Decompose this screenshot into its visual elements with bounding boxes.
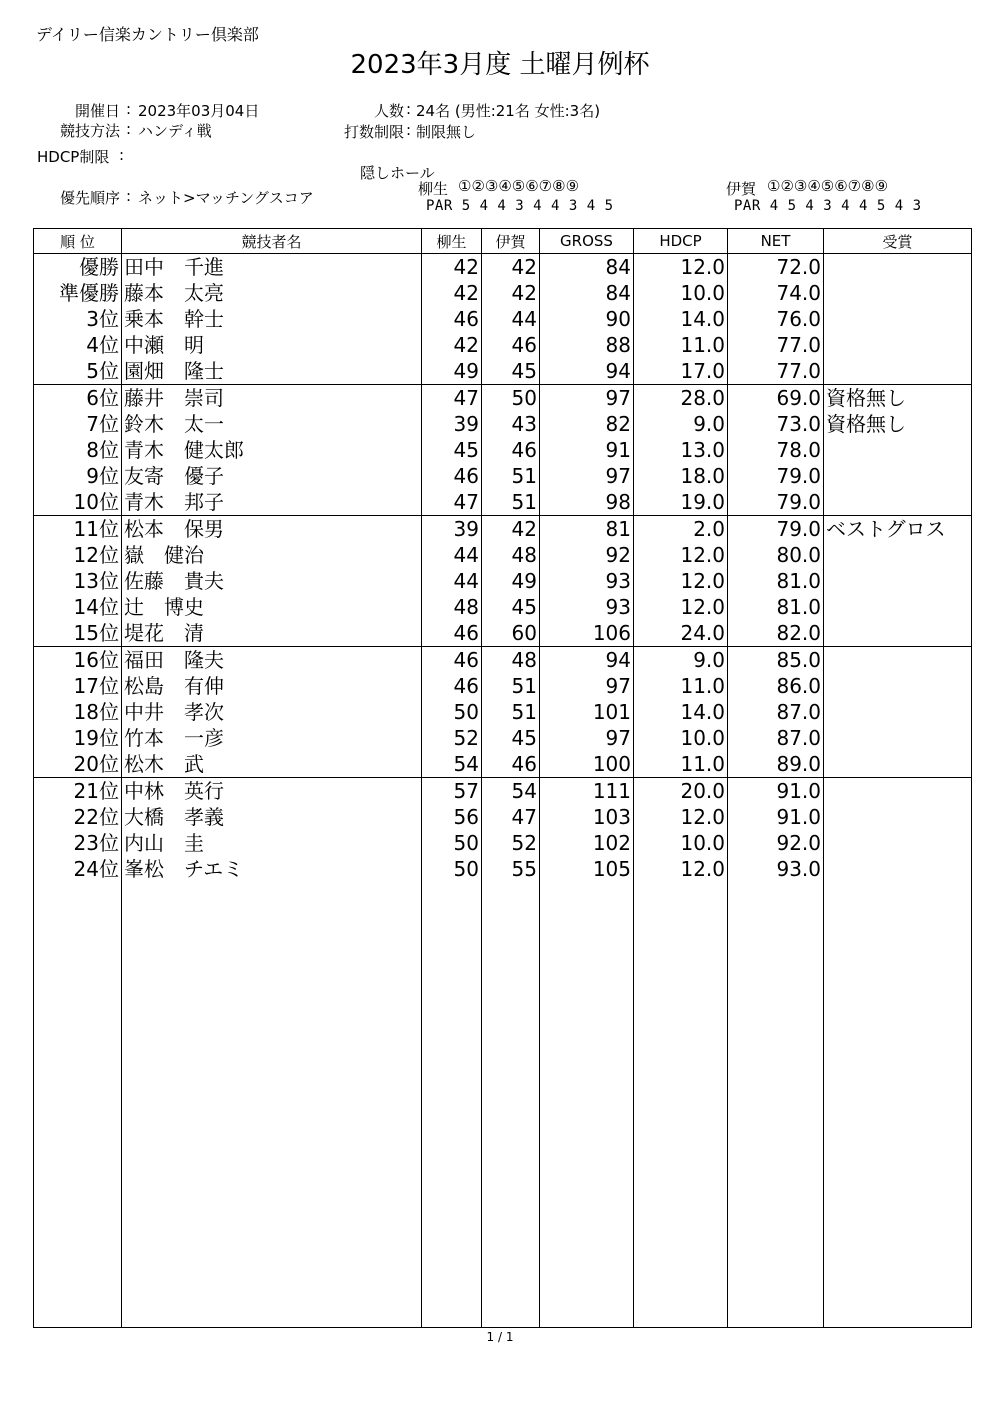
priority-sep: : bbox=[126, 187, 132, 205]
gross-cell: 102 bbox=[540, 830, 634, 856]
rank-cell: 14位 bbox=[34, 594, 122, 620]
hdcp-cell: 9.0 bbox=[634, 647, 728, 674]
award-cell bbox=[824, 594, 972, 620]
table-row bbox=[34, 332, 972, 358]
net-cell: 89.0 bbox=[728, 751, 824, 778]
header-net: NET bbox=[728, 229, 824, 254]
net-cell: 77.0 bbox=[728, 358, 824, 385]
rank-cell: 17位 bbox=[34, 673, 122, 699]
table-row bbox=[34, 673, 972, 699]
course1-score-cell: 52 bbox=[422, 725, 482, 751]
gross-cell: 94 bbox=[540, 647, 634, 674]
empty-cell bbox=[422, 882, 482, 1328]
method-sep: : bbox=[126, 120, 132, 138]
net-cell: 87.0 bbox=[728, 699, 824, 725]
limit-value: 制限無し bbox=[416, 123, 477, 141]
empty-cell bbox=[34, 882, 122, 1328]
course2-score-cell: 45 bbox=[482, 358, 540, 385]
table-row bbox=[34, 594, 972, 620]
award-cell bbox=[824, 254, 972, 281]
rank-cell: 18位 bbox=[34, 699, 122, 725]
award-cell bbox=[824, 332, 972, 358]
hdcp-cell: 28.0 bbox=[634, 385, 728, 412]
hdcp-cell: 13.0 bbox=[634, 437, 728, 463]
gross-cell: 93 bbox=[540, 594, 634, 620]
net-cell: 85.0 bbox=[728, 647, 824, 674]
gross-cell: 103 bbox=[540, 804, 634, 830]
table-row bbox=[34, 647, 972, 674]
hdcp-cell: 12.0 bbox=[634, 254, 728, 281]
table-row bbox=[34, 306, 972, 332]
page-title: 2023年3月度 土曜月例杯 bbox=[350, 50, 650, 80]
table-row bbox=[34, 804, 972, 830]
gross-cell: 101 bbox=[540, 699, 634, 725]
hdcp-cell: 12.0 bbox=[634, 542, 728, 568]
course1-name: 柳生 bbox=[418, 180, 449, 198]
hdcp-cell: 17.0 bbox=[634, 358, 728, 385]
net-cell: 93.0 bbox=[728, 856, 824, 882]
name-cell: 友寄 優子 bbox=[122, 463, 422, 489]
name-cell: 嶽 健治 bbox=[122, 542, 422, 568]
rank-cell: 優勝 bbox=[34, 254, 122, 281]
header-hdcp: HDCP bbox=[634, 229, 728, 254]
date-label: 開催日 bbox=[74, 102, 120, 120]
course2-score-cell: 52 bbox=[482, 830, 540, 856]
award-cell bbox=[824, 673, 972, 699]
table-row bbox=[34, 542, 972, 568]
course1-score-cell: 42 bbox=[422, 332, 482, 358]
gross-cell: 97 bbox=[540, 463, 634, 489]
gross-cell: 105 bbox=[540, 856, 634, 882]
gross-cell: 111 bbox=[540, 778, 634, 805]
net-cell: 86.0 bbox=[728, 673, 824, 699]
rank-cell: 23位 bbox=[34, 830, 122, 856]
rank-cell: 8位 bbox=[34, 437, 122, 463]
rank-cell: 16位 bbox=[34, 647, 122, 674]
award-cell: 資格無し bbox=[824, 385, 972, 412]
award-cell bbox=[824, 568, 972, 594]
course1-score-cell: 39 bbox=[422, 516, 482, 543]
gross-cell: 91 bbox=[540, 437, 634, 463]
gross-cell: 81 bbox=[540, 516, 634, 543]
rank-cell: 11位 bbox=[34, 516, 122, 543]
limit-label: 打数制限 bbox=[343, 123, 404, 141]
rank-cell: 19位 bbox=[34, 725, 122, 751]
name-cell: 青木 邦子 bbox=[122, 489, 422, 516]
award-cell bbox=[824, 358, 972, 385]
rank-cell: 7位 bbox=[34, 411, 122, 437]
award-cell bbox=[824, 856, 972, 882]
gross-cell: 92 bbox=[540, 542, 634, 568]
net-cell: 79.0 bbox=[728, 516, 824, 543]
award-cell bbox=[824, 306, 972, 332]
header-course2: 伊賀 bbox=[482, 229, 540, 254]
course1-score-cell: 57 bbox=[422, 778, 482, 805]
rank-cell: 4位 bbox=[34, 332, 122, 358]
hdcp-cell: 12.0 bbox=[634, 568, 728, 594]
rank-cell: 24位 bbox=[34, 856, 122, 882]
hdcp-cell: 2.0 bbox=[634, 516, 728, 543]
name-cell: 佐藤 貴夫 bbox=[122, 568, 422, 594]
course2-score-cell: 51 bbox=[482, 673, 540, 699]
rank-cell: 3位 bbox=[34, 306, 122, 332]
name-cell: 中瀬 明 bbox=[122, 332, 422, 358]
table-row bbox=[34, 437, 972, 463]
gross-cell: 97 bbox=[540, 385, 634, 412]
net-cell: 81.0 bbox=[728, 594, 824, 620]
course1-score-cell: 46 bbox=[422, 673, 482, 699]
table-row bbox=[34, 280, 972, 306]
hdcp-cell: 9.0 bbox=[634, 411, 728, 437]
header-rank: 順 位 bbox=[34, 229, 122, 254]
rank-cell: 6位 bbox=[34, 385, 122, 412]
award-cell bbox=[824, 542, 972, 568]
award-cell bbox=[824, 804, 972, 830]
hdcp-cell: 20.0 bbox=[634, 778, 728, 805]
table-row bbox=[34, 856, 972, 882]
hdcp-sep: : bbox=[119, 146, 125, 164]
course1-score-cell: 50 bbox=[422, 830, 482, 856]
name-cell: 乗本 幹士 bbox=[122, 306, 422, 332]
course1-score-cell: 46 bbox=[422, 620, 482, 647]
gross-cell: 97 bbox=[540, 673, 634, 699]
course1-par: PAR 5 4 4 3 4 4 3 4 5 bbox=[426, 198, 614, 214]
gross-cell: 88 bbox=[540, 332, 634, 358]
hdcp-cell: 14.0 bbox=[634, 699, 728, 725]
gross-cell: 98 bbox=[540, 489, 634, 516]
hdcp-cell: 14.0 bbox=[634, 306, 728, 332]
course1-score-cell: 45 bbox=[422, 437, 482, 463]
name-cell: 松木 武 bbox=[122, 751, 422, 778]
course2-score-cell: 60 bbox=[482, 620, 540, 647]
name-cell: 藤井 崇司 bbox=[122, 385, 422, 412]
rank-cell: 9位 bbox=[34, 463, 122, 489]
net-cell: 77.0 bbox=[728, 332, 824, 358]
course1-score-cell: 54 bbox=[422, 751, 482, 778]
header-name: 競技者名 bbox=[122, 229, 422, 254]
name-cell: 中林 英行 bbox=[122, 778, 422, 805]
course2-score-cell: 46 bbox=[482, 332, 540, 358]
count-value: 24名 (男性:21名 女性:3名) bbox=[416, 102, 601, 120]
empty-cell bbox=[482, 882, 540, 1328]
net-cell: 87.0 bbox=[728, 725, 824, 751]
name-cell: 松島 有伸 bbox=[122, 673, 422, 699]
rank-cell: 12位 bbox=[34, 542, 122, 568]
course1-score-cell: 50 bbox=[422, 699, 482, 725]
table-row bbox=[34, 489, 972, 516]
name-cell: 福田 隆夫 bbox=[122, 647, 422, 674]
date-value: 2023年03月04日 bbox=[138, 102, 260, 120]
hdcp-cell: 11.0 bbox=[634, 332, 728, 358]
table-row bbox=[34, 358, 972, 385]
award-cell bbox=[824, 280, 972, 306]
hdcp-cell: 12.0 bbox=[634, 594, 728, 620]
course2-score-cell: 46 bbox=[482, 437, 540, 463]
award-cell: ベストグロス bbox=[824, 516, 972, 543]
course1-score-cell: 42 bbox=[422, 254, 482, 281]
rank-cell: 22位 bbox=[34, 804, 122, 830]
course2-score-cell: 51 bbox=[482, 699, 540, 725]
award-cell bbox=[824, 647, 972, 674]
gross-cell: 100 bbox=[540, 751, 634, 778]
results-table bbox=[33, 228, 972, 1328]
hidden-holes-label: 隠しホール bbox=[360, 164, 435, 182]
table-row bbox=[34, 699, 972, 725]
method-label: 競技方法 bbox=[59, 122, 120, 140]
rank-cell: 5位 bbox=[34, 358, 122, 385]
date-sep: : bbox=[126, 100, 132, 118]
course1-score-cell: 50 bbox=[422, 856, 482, 882]
net-cell: 79.0 bbox=[728, 463, 824, 489]
net-cell: 80.0 bbox=[728, 542, 824, 568]
course2-score-cell: 42 bbox=[482, 516, 540, 543]
gross-cell: 90 bbox=[540, 306, 634, 332]
course1-score-cell: 49 bbox=[422, 358, 482, 385]
hdcp-cell: 18.0 bbox=[634, 463, 728, 489]
table-row bbox=[34, 254, 972, 281]
table-row bbox=[34, 463, 972, 489]
table-row bbox=[34, 725, 972, 751]
empty-cell bbox=[824, 882, 972, 1328]
course2-score-cell: 48 bbox=[482, 647, 540, 674]
course2-name: 伊賀 bbox=[726, 180, 757, 198]
course2-score-cell: 49 bbox=[482, 568, 540, 594]
table-row bbox=[34, 830, 972, 856]
course2-par: PAR 4 5 4 3 4 4 5 4 3 bbox=[734, 198, 922, 214]
net-cell: 69.0 bbox=[728, 385, 824, 412]
rank-cell: 15位 bbox=[34, 620, 122, 647]
course2-score-cell: 45 bbox=[482, 594, 540, 620]
name-cell: 辻 博史 bbox=[122, 594, 422, 620]
table-row bbox=[34, 516, 972, 543]
course1-score-cell: 47 bbox=[422, 385, 482, 412]
course1-score-cell: 56 bbox=[422, 804, 482, 830]
course1-holes: ①②③④⑤⑥⑦⑧⑨ bbox=[458, 177, 580, 195]
course2-score-cell: 42 bbox=[482, 254, 540, 281]
course2-score-cell: 46 bbox=[482, 751, 540, 778]
gross-cell: 93 bbox=[540, 568, 634, 594]
award-cell bbox=[824, 699, 972, 725]
club-name: デイリー信楽カントリー倶楽部 bbox=[36, 25, 259, 44]
net-cell: 91.0 bbox=[728, 778, 824, 805]
net-cell: 73.0 bbox=[728, 411, 824, 437]
award-cell bbox=[824, 830, 972, 856]
name-cell: 松本 保男 bbox=[122, 516, 422, 543]
empty-cell bbox=[122, 882, 422, 1328]
course2-score-cell: 54 bbox=[482, 778, 540, 805]
name-cell: 藤本 太亮 bbox=[122, 280, 422, 306]
name-cell: 鈴木 太一 bbox=[122, 411, 422, 437]
page-number: 1 / 1 bbox=[486, 1330, 514, 1344]
award-cell bbox=[824, 463, 972, 489]
course1-score-cell: 48 bbox=[422, 594, 482, 620]
award-cell bbox=[824, 437, 972, 463]
table-row bbox=[34, 778, 972, 805]
award-cell bbox=[824, 489, 972, 516]
hdcp-cell: 24.0 bbox=[634, 620, 728, 647]
course1-score-cell: 39 bbox=[422, 411, 482, 437]
course2-score-cell: 55 bbox=[482, 856, 540, 882]
gross-cell: 97 bbox=[540, 725, 634, 751]
net-cell: 92.0 bbox=[728, 830, 824, 856]
course2-holes: ①②③④⑤⑥⑦⑧⑨ bbox=[767, 177, 889, 195]
table-row bbox=[34, 620, 972, 647]
course2-score-cell: 48 bbox=[482, 542, 540, 568]
gross-cell: 84 bbox=[540, 280, 634, 306]
header-course1: 柳生 bbox=[422, 229, 482, 254]
name-cell: 峯松 チエミ bbox=[122, 856, 422, 882]
course1-score-cell: 42 bbox=[422, 280, 482, 306]
table-row bbox=[34, 568, 972, 594]
name-cell: 園畑 隆士 bbox=[122, 358, 422, 385]
award-cell bbox=[824, 751, 972, 778]
award-cell: 資格無し bbox=[824, 411, 972, 437]
net-cell: 79.0 bbox=[728, 489, 824, 516]
course1-score-cell: 46 bbox=[422, 647, 482, 674]
count-sep: : bbox=[406, 100, 412, 118]
name-cell: 田中 千進 bbox=[122, 254, 422, 281]
table-row bbox=[34, 751, 972, 778]
net-cell: 91.0 bbox=[728, 804, 824, 830]
name-cell: 大橋 孝義 bbox=[122, 804, 422, 830]
empty-cell bbox=[728, 882, 824, 1328]
course1-score-cell: 47 bbox=[422, 489, 482, 516]
course1-score-cell: 46 bbox=[422, 306, 482, 332]
course2-score-cell: 51 bbox=[482, 463, 540, 489]
hdcp-cell: 10.0 bbox=[634, 830, 728, 856]
award-cell bbox=[824, 620, 972, 647]
header-gross: GROSS bbox=[540, 229, 634, 254]
count-label: 人数 bbox=[373, 102, 404, 120]
table-header-row bbox=[34, 229, 972, 254]
method-value: ハンディ戦 bbox=[138, 122, 212, 140]
net-cell: 74.0 bbox=[728, 280, 824, 306]
table-row bbox=[34, 411, 972, 437]
course1-score-cell: 46 bbox=[422, 463, 482, 489]
hdcp-cell: 12.0 bbox=[634, 856, 728, 882]
name-cell: 内山 圭 bbox=[122, 830, 422, 856]
award-cell bbox=[824, 778, 972, 805]
net-cell: 81.0 bbox=[728, 568, 824, 594]
rank-cell: 10位 bbox=[34, 489, 122, 516]
name-cell: 青木 健太郎 bbox=[122, 437, 422, 463]
limit-sep: : bbox=[406, 121, 412, 139]
course2-score-cell: 43 bbox=[482, 411, 540, 437]
table-row bbox=[34, 385, 972, 412]
priority-label: 優先順序 bbox=[59, 189, 120, 207]
award-cell bbox=[824, 725, 972, 751]
gross-cell: 106 bbox=[540, 620, 634, 647]
hdcp-cell: 10.0 bbox=[634, 280, 728, 306]
course2-score-cell: 51 bbox=[482, 489, 540, 516]
empty-filler-row bbox=[34, 882, 972, 1328]
hdcp-cell: 19.0 bbox=[634, 489, 728, 516]
net-cell: 72.0 bbox=[728, 254, 824, 281]
net-cell: 78.0 bbox=[728, 437, 824, 463]
rank-cell: 20位 bbox=[34, 751, 122, 778]
priority-value: ネット>マッチングスコア bbox=[138, 189, 314, 207]
name-cell: 中井 孝次 bbox=[122, 699, 422, 725]
gross-cell: 82 bbox=[540, 411, 634, 437]
hdcp-cell: 11.0 bbox=[634, 751, 728, 778]
net-cell: 76.0 bbox=[728, 306, 824, 332]
empty-cell bbox=[634, 882, 728, 1328]
gross-cell: 84 bbox=[540, 254, 634, 281]
course1-score-cell: 44 bbox=[422, 568, 482, 594]
empty-cell bbox=[540, 882, 634, 1328]
hdcp-cell: 10.0 bbox=[634, 725, 728, 751]
course1-score-cell: 44 bbox=[422, 542, 482, 568]
rank-cell: 13位 bbox=[34, 568, 122, 594]
course2-score-cell: 44 bbox=[482, 306, 540, 332]
course2-score-cell: 50 bbox=[482, 385, 540, 412]
net-cell: 82.0 bbox=[728, 620, 824, 647]
hdcp-cell: 11.0 bbox=[634, 673, 728, 699]
rank-cell: 準優勝 bbox=[34, 280, 122, 306]
rank-cell: 21位 bbox=[34, 778, 122, 805]
gross-cell: 94 bbox=[540, 358, 634, 385]
course2-score-cell: 47 bbox=[482, 804, 540, 830]
course2-score-cell: 42 bbox=[482, 280, 540, 306]
course2-score-cell: 45 bbox=[482, 725, 540, 751]
name-cell: 竹本 一彦 bbox=[122, 725, 422, 751]
hdcp-label: HDCP制限 bbox=[37, 148, 110, 166]
name-cell: 堤花 清 bbox=[122, 620, 422, 647]
hdcp-cell: 12.0 bbox=[634, 804, 728, 830]
header-award: 受賞 bbox=[824, 229, 972, 254]
